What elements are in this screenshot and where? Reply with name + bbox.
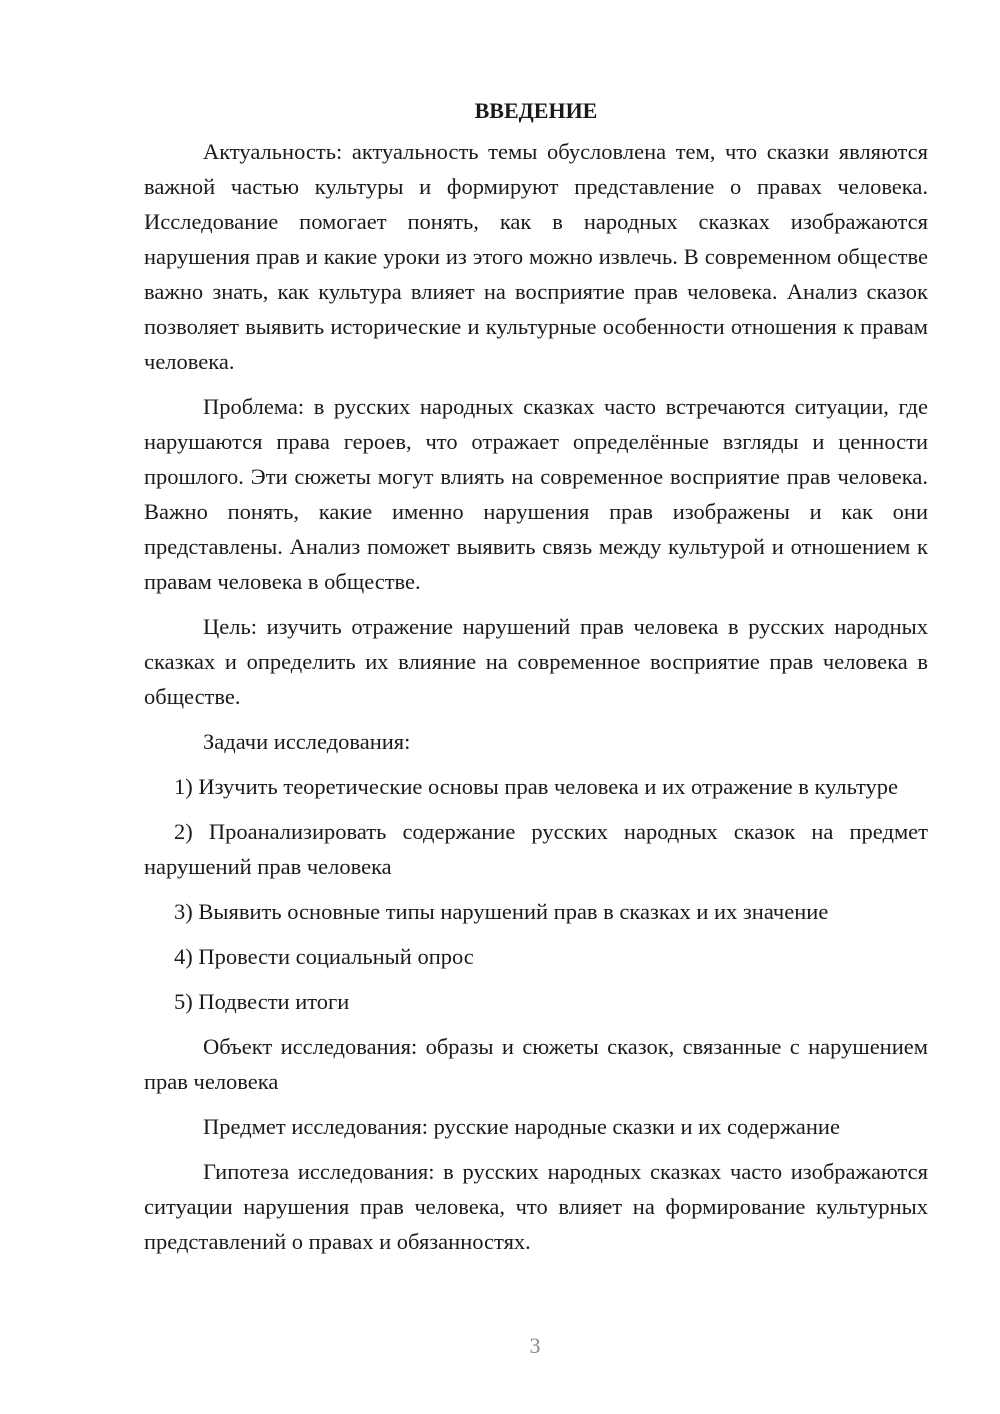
relevance-paragraph: Актуальность: актуальность темы обусловлена тем, что сказки являются важной частью культуры и формируют представление о правах человека. Исследование помогает понять, как в народных сказках изображаются нарушения прав и какие уроки из этого можно извлечь. В современном обществе важно знать, как культура влияет на восприятие прав человека. Анализ сказок позволяет выявить исторические и культурные особенности отношения к правам человека. <box>144 139 928 374</box>
object-paragraph: Объект исследования: образы и сюжеты сказок, связанные с нарушением прав человека <box>144 1034 928 1094</box>
task-item: 3) Выявить основные типы нарушений прав в сказках и их значение <box>174 899 829 924</box>
task-item: 1) Изучить теоретические основы прав человека и их отражение в культуре <box>174 774 898 799</box>
task-item: 5) Подвести итоги <box>174 989 350 1014</box>
subject-paragraph: Предмет исследования: русские народные сказки и их содержание <box>203 1114 840 1139</box>
page-number: 3 <box>529 1333 541 1358</box>
tasks-heading: Задачи исследования: <box>203 729 411 754</box>
problem-paragraph: Проблема: в русских народных сказках часто встречаются ситуации, где нарушаются права героев, что отражает определённые взгляды и ценности прошлого. Эти сюжеты могут влиять на современное восприятие прав человека. Важно понять, какие именно нарушения прав изображены и как они представлены. Анализ поможет выявить связь между культурой и отношением к правам человека в обществе. <box>144 394 928 594</box>
goal-paragraph: Цель: изучить отражение нарушений прав человека в русских народных сказках и определить их влияние на современное восприятие прав человека в обществе. <box>144 614 928 709</box>
hypothesis-paragraph: Гипотеза исследования: в русских народных сказках часто изображаются ситуации нарушения прав человека, что влияет на формирование культурных представлений о правах и обязанностях. <box>144 1159 928 1254</box>
task-item: 2) Проанализировать содержание русских народных сказок на предмет нарушений прав человека <box>144 819 928 879</box>
task-item: 4) Провести социальный опрос <box>174 944 474 969</box>
page-body <box>144 96 928 1269</box>
page-title: ВВЕДЕНИЕ <box>474 98 598 123</box>
